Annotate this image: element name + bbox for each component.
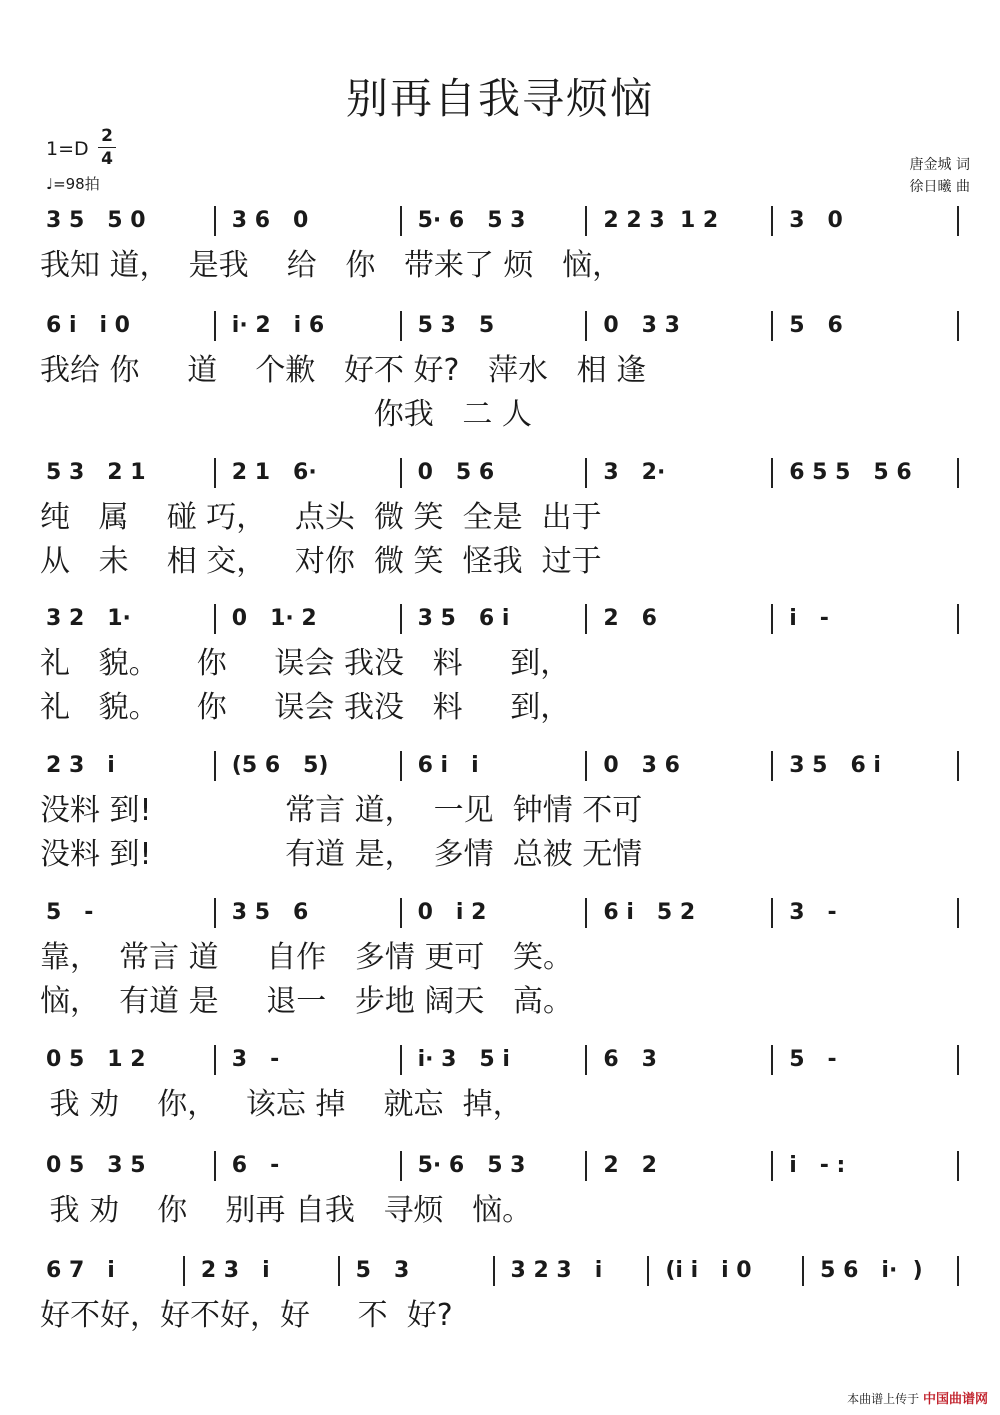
measure [418,598,590,638]
bar-line [957,206,959,236]
measure-notes: i - [789,606,829,631]
measure-notes: 6 7 i [46,1258,115,1283]
measure [201,1250,342,1290]
measure-notes: 3 - [789,900,837,925]
staff-system [0,745,1000,873]
bar-line [400,458,402,488]
measure-notes: 2 2 3 1 2 [603,208,719,233]
measure-notes: 3 5 6 [231,900,309,925]
lyric-line [0,976,1000,1020]
bar-line [771,206,773,236]
bar-line [585,1151,587,1181]
bar-line [585,206,587,236]
measure-notes: 3 6 0 [231,208,309,233]
time-bottom: 4 [101,149,113,169]
bar-line [585,458,587,488]
measure [603,1145,775,1185]
lyric-line [0,829,1000,873]
measure-notes: 5 6 i· ) [820,1258,923,1283]
footer [847,1388,988,1407]
lyric-line [0,1079,1000,1123]
bar-line [957,1045,959,1075]
measure [232,1039,404,1079]
bar-line [585,751,587,781]
measure [603,452,775,492]
measure-notes: 2 1 6· [231,460,317,485]
lyric-line [0,932,1000,976]
bar-line [771,458,773,488]
measure [46,305,218,345]
lyric-text: 好不好，好不好，好 不 好? [40,1298,453,1333]
measure-notes: 0 3 3 [603,313,680,338]
notation-line [0,1145,1000,1185]
measure [789,200,961,240]
bar-line [400,1151,402,1181]
bar-line [957,311,959,341]
notation-line [0,200,1000,240]
bar-line [214,458,216,488]
lyric-text: 没料 到! 常言 道， 一见 钟情 不可 [40,793,643,828]
measure [232,892,404,932]
bar-line [585,1045,587,1075]
lyric-line [0,1290,1000,1334]
bar-line [957,458,959,488]
bar-line [585,898,587,928]
measure [46,452,218,492]
tempo-marking: ♩=98拍 [46,175,100,193]
measure-notes: 5 3 [355,1258,410,1283]
bar-line [214,311,216,341]
lyric-text: 你我 二 人 [40,397,532,432]
measure-notes: 2 2 [603,1153,657,1178]
bar-line [647,1256,649,1286]
measure [418,1145,590,1185]
lyric-line [0,785,1000,829]
notation-line [0,745,1000,785]
measure [232,200,404,240]
measure-notes: i· 3 5 i [417,1047,510,1072]
measure-notes: 6 i i 0 [46,313,130,338]
measure [789,452,961,492]
measure-notes: 3 2 1· [46,606,131,631]
measure-notes: 5 3 2 1 [46,460,146,485]
measure-notes: 5 - [46,900,94,925]
bar-line [214,206,216,236]
key-signature: 1=D [46,138,89,160]
staff-system [0,892,1000,1020]
bar-line [585,604,587,634]
measure-notes: 6 - [231,1153,280,1178]
bar-line [957,751,959,781]
measure-notes: 3 5 5 0 [46,208,146,233]
bar-line [214,604,216,634]
bar-line [214,898,216,928]
measure-notes: 5· 6 5 3 [417,1153,526,1178]
measure [820,1250,961,1290]
bar-line [214,751,216,781]
lyric-line [0,389,1000,433]
bar-line [957,898,959,928]
bar-line [214,1151,216,1181]
lyricist-credit: 唐金城 词 [909,157,970,173]
measure [789,305,961,345]
footer-prefix: 本曲谱上传于 [847,1392,920,1406]
bar-line [400,1045,402,1075]
bar-line [183,1256,185,1286]
bar-line [214,1045,216,1075]
measure-notes: (5 6 5) [231,753,329,778]
notation-line [0,1039,1000,1079]
bar-line [771,898,773,928]
measure [789,1039,961,1079]
measure [789,598,961,638]
measure [418,452,590,492]
measure [46,892,218,932]
staff-system [0,1039,1000,1123]
measure-notes: 5· 6 5 3 [417,208,526,233]
measure-notes: 3 2· [603,460,666,485]
measure [46,1145,218,1185]
notation-line [0,452,1000,492]
measure [603,892,775,932]
lyric-text: 礼 貌。 你 误会 我没 料 到， [40,690,571,725]
measure [511,1250,652,1290]
measure-notes: (i i i 0 [665,1258,752,1283]
bar-line [957,1151,959,1181]
staff-system [0,200,1000,284]
lyric-text: 靠， 常言 道 自作 多情 更可 笑。 [40,940,574,975]
measure-notes: 6 5 5 5 6 [789,460,912,485]
staff-system [0,452,1000,580]
lyric-text: 我知 道， 是我 给 你 带来了 烦 恼， [40,248,623,283]
bar-line [400,311,402,341]
notation-line [0,305,1000,345]
measure-notes: 2 6 [603,606,657,631]
lyric-text: 没料 到! 有道 是， 多情 总被 无情 [40,837,643,872]
lyric-line [0,1185,1000,1229]
measure [232,598,404,638]
bar-line [957,604,959,634]
measure [418,305,590,345]
measure [232,1145,404,1185]
measure-notes: 0 5 6 [417,460,495,485]
staff-system [0,598,1000,726]
time-signature [98,126,116,169]
measure [356,1250,497,1290]
bar-line [771,1151,773,1181]
measure [418,200,590,240]
measure [603,745,775,785]
bar-line [493,1256,495,1286]
measure-notes: 5 3 5 [417,313,495,338]
measure-notes: 3 5 6 i [789,753,881,778]
lyric-text: 从 未 相 交， 对你 微 笑 怪我 过于 [40,544,602,579]
bar-line [771,751,773,781]
measure [603,305,775,345]
measure [46,1039,218,1079]
measure [603,1039,775,1079]
measure [46,598,218,638]
measure-notes: 0 3 6 [603,753,680,778]
measure-notes: 0 5 3 5 [46,1153,146,1178]
measure [603,200,775,240]
bar-line [957,1256,959,1286]
measure-notes: 6 3 [603,1047,657,1072]
measure [789,892,961,932]
measure [46,200,218,240]
measure-notes: 3 - [231,1047,280,1072]
measure-notes: 5 6 [789,313,843,338]
measure-notes: i· 2 i 6 [231,313,325,338]
bar-line [585,311,587,341]
measure-notes: 5 - [789,1047,837,1072]
lyric-text: 纯 属 碰 巧， 点头 微 笑 全是 出于 [40,500,602,535]
lyric-line [0,240,1000,284]
measure-notes: 6 i 5 2 [603,900,696,925]
bar-line [802,1256,804,1286]
lyric-text: 我 劝 你， 该忘 掉 就忘 掉， [40,1087,523,1122]
bar-line [771,1045,773,1075]
bar-line [338,1256,340,1286]
lyric-text: 恼， 有道 是 退一 步地 阔天 高。 [40,984,574,1019]
bar-line [400,206,402,236]
measure [418,892,590,932]
lyric-line [0,682,1000,726]
measure [603,598,775,638]
time-top: 2 [101,126,113,146]
measure [418,745,590,785]
measure [418,1039,590,1079]
measure [232,745,404,785]
staff-system [0,1145,1000,1229]
measure-notes: 0 i 2 [417,900,487,925]
measure-notes: 3 2 3 i [510,1258,603,1283]
notation-line [0,598,1000,638]
measure [789,745,961,785]
bar-line [771,311,773,341]
measure-notes: 3 0 [789,208,843,233]
notation-line [0,1250,1000,1290]
measure-notes: 0 1· 2 [231,606,317,631]
lyric-line [0,536,1000,580]
lyric-line [0,345,1000,389]
measure-notes: i - : [789,1153,846,1178]
measure [232,452,404,492]
lyric-text: 我给 你 道 个歉 好不 好? 萍水 相 逢 [40,353,647,388]
notation-line [0,892,1000,932]
measure-notes: 3 5 6 i [417,606,510,631]
lyric-text: 我 劝 你 别再 自我 寻烦 恼。 [40,1193,533,1228]
measure [46,1250,187,1290]
measure [665,1250,806,1290]
measure-notes: 0 5 1 2 [46,1047,146,1072]
staff-system [0,1250,1000,1334]
lyric-text: 礼 貌。 你 误会 我没 料 到， [40,646,571,681]
bar-line [771,604,773,634]
bar-line [400,751,402,781]
measure [46,745,218,785]
bar-line [400,604,402,634]
composer-credit: 徐日曦 曲 [909,179,970,195]
measure-notes: 6 i i [417,753,479,778]
measure [789,1145,961,1185]
footer-site-logo: 中国曲谱网 [922,1392,988,1407]
staff-system [0,305,1000,433]
measure-notes: 2 3 i [46,753,115,778]
lyric-line [0,492,1000,536]
lyric-line [0,638,1000,682]
bar-line [400,898,402,928]
measure-notes: 2 3 i [200,1258,270,1283]
page-title: 别再自我寻烦恼 [345,74,654,123]
measure [232,305,404,345]
